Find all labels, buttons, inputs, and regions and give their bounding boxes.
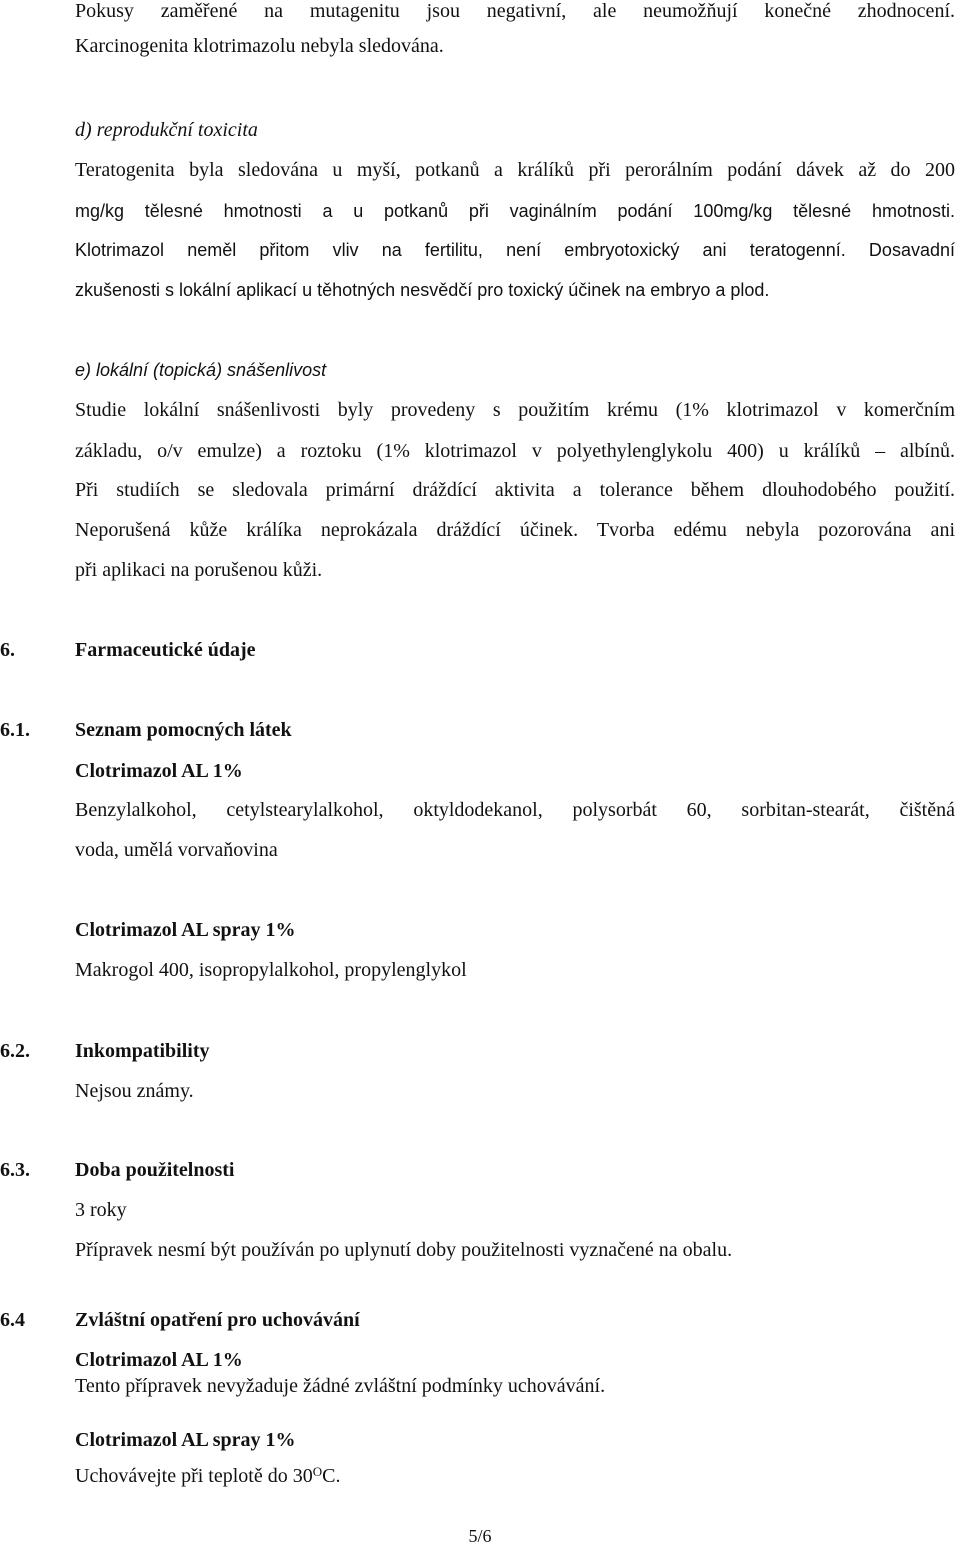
paragraph-line: Neporušená kůže králíka neprokázala dráždící účinek. Tvorba edému nebyla pozorována ani [75,519,955,541]
paragraph-line: Při studiích se sledovala primární dráždící aktivita a tolerance během dlouhodobého použití. [75,479,955,501]
paragraph-line: 3 roky [75,1199,127,1221]
paragraph-line: základu, o/v emulze) a roztoku (1% klotrimazol v polyethylenglykolu 400) u králíků – albínů. [75,440,955,462]
page-number: 5/6 [468,1526,492,1546]
paragraph-line: zkušenosti s lokální aplikací u těhotných nesvědčí pro toxický účinek na embryo a plod. [75,280,770,300]
storage-temp-text: Uchovávejte při teplotě do 30 [75,1465,313,1487]
section-number: 6.4 [0,1309,25,1331]
section-title: Farmaceutické údaje [75,639,256,661]
section-title: Inkompatibility [75,1040,210,1062]
section-number: 6.2. [0,1040,30,1062]
paragraph-line: voda, umělá vorvaňovina [75,839,278,861]
paragraph-line: Karcinogenita klotrimazolu nebyla sledována. [75,35,444,57]
section-number: 6.3. [0,1159,30,1181]
section-title: Seznam pomocných látek [75,719,292,741]
paragraph-line: Benzylalkohol, cetylstearylalkohol, oktyldodekanol, polysorbát 60, sorbitan-stearát, čištěná [75,799,955,821]
paragraph-line: Nejsou známy. [75,1080,194,1102]
section-number: 6. [0,639,15,661]
subsection-heading: e) lokální (topická) snášenlivost [75,360,327,380]
storage-temp-unit: C. [322,1465,341,1487]
section-title: Zvláštní opatření pro uchovávání [75,1309,360,1331]
paragraph-line: Klotrimazol neměl přitom vliv na fertilitu, není embryotoxický ani teratogenní. Dosavadní [75,240,955,260]
section-number: 6.1. [0,719,30,741]
paragraph-line: Teratogenita byla sledována u myší, potkanů a králíků při perorálním podání dávek až do 200 [75,159,955,181]
product-name: Clotrimazol AL spray 1% [75,1429,296,1451]
paragraph-line: Studie lokální snášenlivosti byly provedeny s použitím krému (1% klotrimazol v komerčním [75,399,955,421]
paragraph-line: Pokusy zaměřené na mutagenitu jsou negativní, ale neumožňují konečné zhodnocení. [75,0,955,22]
degree-mark: O [312,1464,323,1479]
product-name: Clotrimazol AL spray 1% [75,919,296,941]
product-name: Clotrimazol AL 1% [75,1349,243,1371]
product-name: Clotrimazol AL 1% [75,760,243,782]
subsection-heading: d) reprodukční toxicita [75,119,258,141]
section-title: Doba použitelnosti [75,1159,235,1181]
paragraph-line: Makrogol 400, isopropylalkohol, propylenglykol [75,959,467,981]
paragraph-line: při aplikaci na porušenou kůži. [75,559,323,581]
paragraph-line: Přípravek nesmí být používán po uplynutí doby použitelnosti vyznačené na obalu. [75,1239,733,1261]
paragraph-line: mg/kg tělesné hmotnosti a u potkanů při vaginálním podání 100mg/kg tělesné hmotnosti. [75,201,955,221]
paragraph-line [75,1460,340,1488]
paragraph-line: Tento přípravek nevyžaduje žádné zvláštní podmínky uchovávání. [75,1375,606,1397]
